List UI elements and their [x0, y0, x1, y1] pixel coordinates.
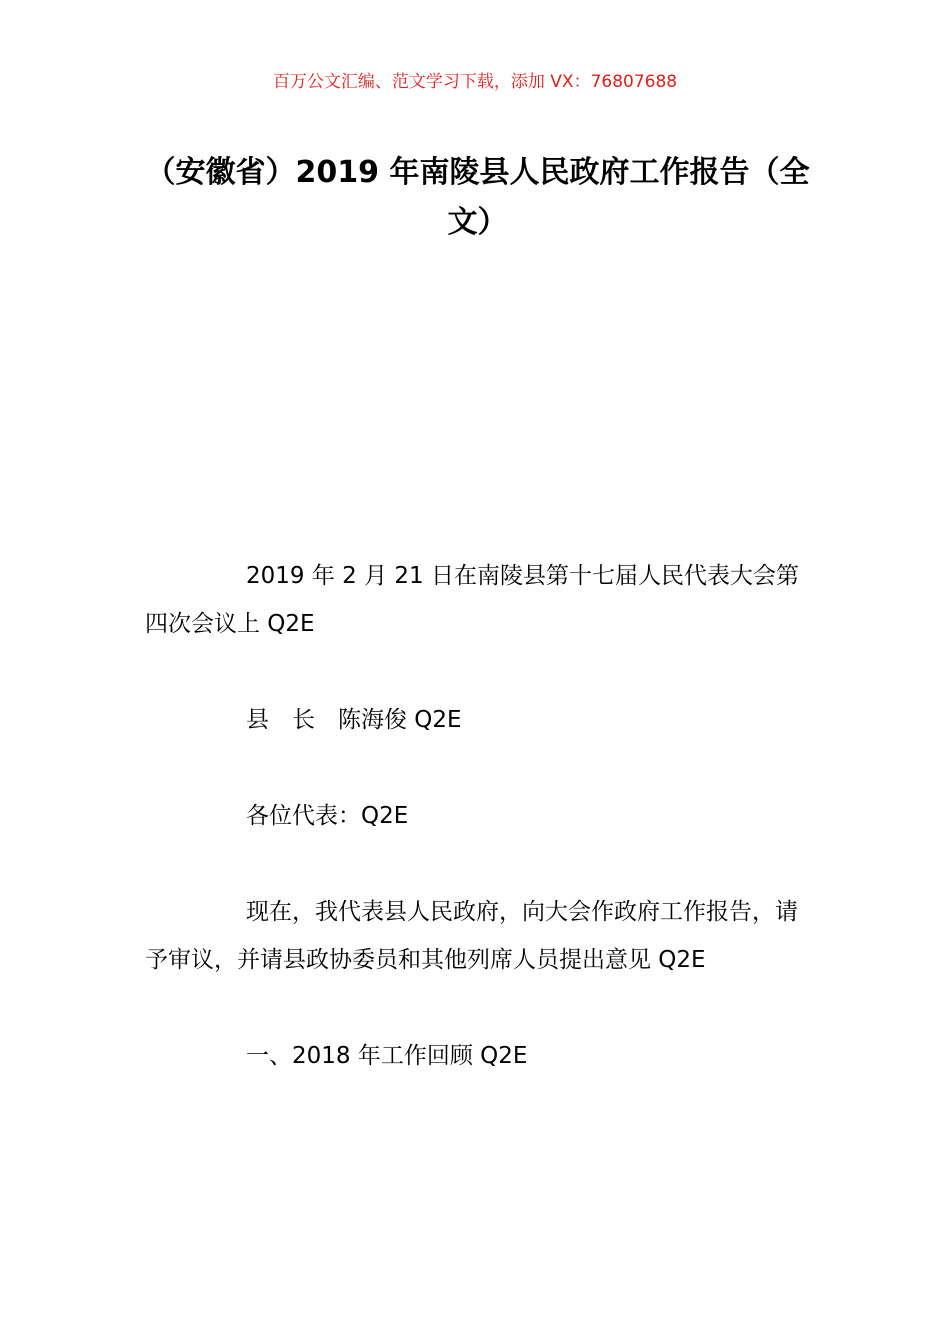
paragraph-salutation: 各位代表：Q2E [246, 803, 409, 829]
header-promo-note: 百万公文汇编、范文学习下载，添加 VX：76807688 [272, 72, 678, 92]
paragraph-intro: 现在，我代表县人民政府，向大会作政府工作报告，请予审议，并请县政协委员和其他列席人员提出意见 Q2E [145, 899, 798, 973]
document-title: （安徽省）2019 年南陵县人民政府工作报告（全文） [145, 155, 810, 240]
paragraph-meeting-info: 2019 年 2 月 21 日在南陵县第十七届人民代表大会第四次会议上 Q2E [145, 563, 799, 637]
document-body [145, 552, 810, 1128]
paragraph-speaker: 县 长 陈海俊 Q2E [246, 707, 462, 733]
section-heading-review: 一、2018 年工作回顾 Q2E [246, 1043, 528, 1069]
